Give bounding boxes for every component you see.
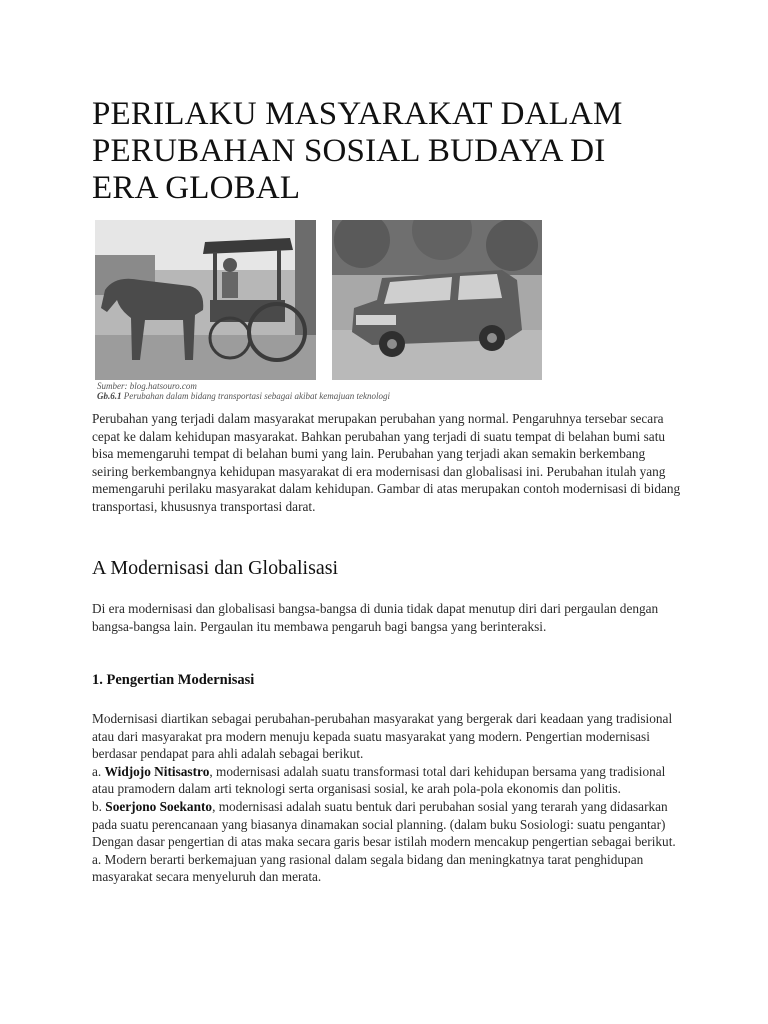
modern-point-a: a. Modern berarti berkemajuan yang rasional dalam segala bidang dan meningkatnya tarat penghidupan masyarakat secara menyeluruh dan merata. — [92, 851, 644, 885]
author-soerjono: Soerjono Soekanto — [105, 798, 213, 814]
intro-paragraph: Perubahan yang terjadi dalam masyarakat merupakan perubahan yang normal. Pengaruhnya tersebar secara cepat ke dalam kehidupan masyarakat. Bahkan perubahan yang terjadi di suatu tempat di belahan bumi satu bisa memengaruhi tempat di belahan bumi yang lain. Perubahan yang terjadi akan semakin berkembang seiring berkembangnya kehidupan masyarakat di era modernisasi dan globalisasi ini. Perubahan itulah yang memengaruhi perilaku masyarakat dalam kehidupan. Gambar di atas merupakan contoh modernisasi di bidang transportasi, khususnya transportasi darat. — [92, 411, 681, 514]
definition-item-a: a. Widjojo Nitisastro, modernisasi adalah suatu transformasi total dari kehidupan bersama yang tradisional atau pramodern dalam arti teknologi serta organisasi sosial, ke arah pola-pola ekonomis dan politis. — [92, 763, 666, 797]
subsection-1-body — [92, 710, 682, 886]
section-heading-modernisasi-globalisasi: A Modernisasi dan Globalisasi — [92, 557, 339, 579]
horse-carriage-photo — [95, 220, 316, 380]
figure — [95, 220, 545, 406]
figure-label: Gb.6.1 — [97, 391, 122, 401]
car-photo — [332, 220, 542, 380]
figure-source: Sumber: blog.hatsouro.com — [97, 381, 197, 391]
figure-caption — [97, 381, 390, 401]
section-a-paragraph: Di era modernisasi dan globalisasi bangsa-bangsa di dunia tidak dapat menutup diri dari pergaulan dengan bangsa-bangsa lain. Pergaulan itu membawa pengaruh bagi bangsa yang berinteraksi. — [92, 601, 659, 634]
page-title: PERILAKU MASYARAKAT DALAM PERUBAHAN SOSIAL BUDAYA DI ERA GLOBAL — [92, 96, 623, 206]
subsection-heading-pengertian-modernisasi: 1. Pengertian Modernisasi — [92, 672, 255, 688]
modernisasi-definition: Modernisasi diartikan sebagai perubahan-perubahan masyarakat yang bergerak dari keadaan yang tradisional atau dari masyarakat pra modern menuju kepada suatu masyarakat yang modern. Pengertian modernisasi berdasar pendapat para ahli adalah sebagai berikut. — [92, 711, 673, 762]
author-widjojo: Widjojo Nitisastro — [104, 763, 210, 779]
definition-item-b: b. Soerjono Soekanto, modernisasi adalah suatu bentuk dari perubahan sosial yang terarah yang didasarkan pada suatu perencanaan yang biasanya dinamakan social planning. (dalam buku Sosiologi: suatu pengantar) Dengan dasar pengertian di atas maka secara garis besar istilah modern mencakup pengertian sebagai berikut. — [92, 798, 676, 850]
figure-caption-text: Perubahan dalam bidang transportasi sebagai akibat kemajuan teknologi — [123, 391, 390, 401]
